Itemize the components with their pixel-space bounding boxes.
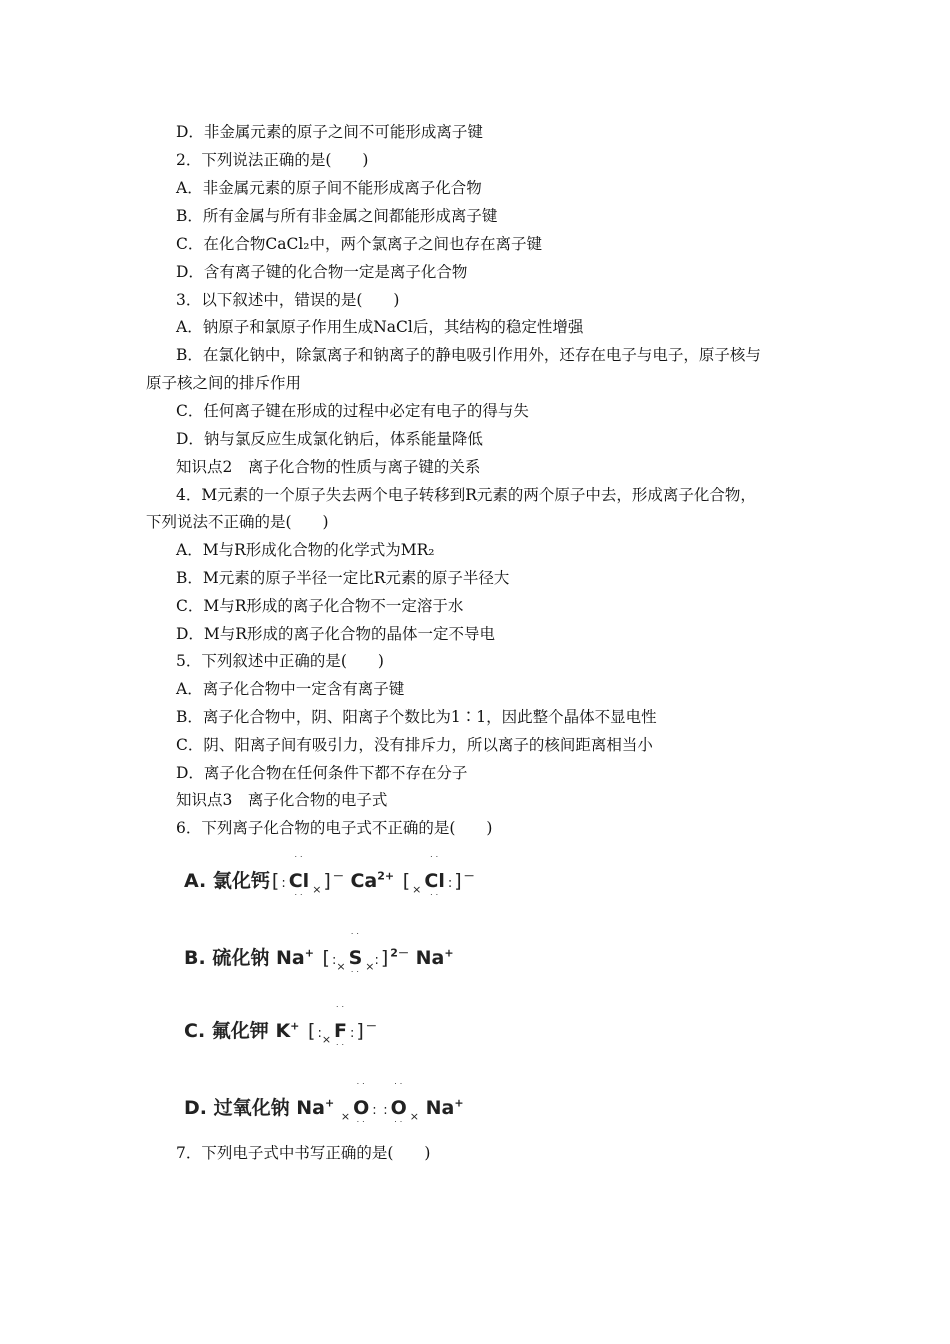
sulfur-symbol: S [348, 947, 363, 969]
compound-name: 氟化钾 [211, 1020, 269, 1042]
charge: 2+ [377, 869, 395, 883]
charge: + [454, 1096, 464, 1110]
charge: + [290, 1019, 300, 1033]
text-line: D．含有离子键的化合物一定是离子化合物 [176, 263, 468, 281]
text-line: 4．M元素的一个原子失去两个电子转移到R元素的两个原子中去，形成离子化合物， [176, 486, 756, 504]
charge: － [365, 1019, 377, 1033]
sodium-symbol: Na [275, 947, 305, 969]
text-line: 知识点2 离子化合物的性质与离子键的关系 [176, 458, 481, 476]
text-line: A．离子化合物中一定含有离子键 [176, 680, 405, 698]
potassium-symbol: K [275, 1020, 291, 1042]
charge: 2－ [390, 946, 409, 960]
sodium-symbol: Na [296, 1097, 325, 1119]
charge: － [463, 869, 475, 883]
chlorine-symbol: Cl [424, 870, 445, 892]
compound-name: 过氧化钠 [213, 1097, 290, 1119]
text-line: A．M与R形成化合物的化学式为MR₂ [176, 541, 435, 559]
text-line: 知识点3 离子化合物的电子式 [176, 791, 388, 809]
text-line: D．非金属元素的原子之间不可能形成离子键 [176, 123, 483, 141]
text-line: 下列说法不正确的是( ) [146, 513, 329, 531]
charge: + [304, 946, 314, 960]
charge: + [325, 1096, 335, 1110]
chlorine-symbol: Cl [288, 870, 310, 892]
text-line: 2．下列说法正确的是( ) [176, 151, 369, 169]
text-line: B．在氯化钠中，除氯离子和钠离子的静电吸引作用外，还存在电子与电子，原子核与 [176, 346, 761, 364]
text-line: C．任何离子键在形成的过程中必定有电子的得与失 [176, 402, 529, 420]
fluorine-symbol: F [334, 1020, 348, 1042]
option-label: B. [184, 947, 206, 969]
compound-name: 氯化钙 [212, 870, 270, 892]
formula-d-sodium-peroxide: D. 过氧化钠 Na+ $_\times$ ˙˙ O ˙˙ : : ˙˙ O ˙˙ $_\times$ Na+ [184, 1083, 464, 1131]
text-line: 3．以下叙述中，错误的是( ) [176, 291, 400, 309]
text-line: 原子核之间的排斥作用 [146, 374, 302, 392]
calcium-symbol: Ca [350, 870, 378, 892]
text-line: B．M元素的原子半径一定比R元素的原子半径大 [176, 569, 510, 587]
text-line: C．在化合物CaCl₂中，两个氯离子之间也存在离子键 [176, 235, 542, 253]
text-line: A．非金属元素的原子间不能形成离子化合物 [176, 179, 482, 197]
charge: － [332, 869, 344, 883]
text-line: D．钠与氯反应生成氯化钠后，体系能量降低 [176, 430, 483, 448]
formula-c-potassium-fluoride: C. 氟化钾 K+ [ $:_\times$ ˙˙ F ˙˙ : ] － [184, 1006, 377, 1054]
text-line: B．离子化合物中，阴、阳离子个数比为1∶1，因此整个晶体不显电性 [176, 708, 657, 726]
sodium-symbol: Na [425, 1097, 455, 1119]
text-line: C．M与R形成的离子化合物不一定溶于水 [176, 597, 464, 615]
compound-name: 硫化钠 [212, 947, 270, 969]
oxygen-symbol: O [353, 1097, 370, 1119]
charge: + [444, 946, 454, 960]
text-line: C．阴、阳离子间有吸引力，没有排斥力，所以离子的核间距离相当小 [176, 736, 653, 754]
text-line: 6．下列离子化合物的电子式不正确的是( ) [176, 819, 493, 837]
formula-a-calcium-chloride: A. 氯化钙 [ : ˙˙ Cl ˙˙ $_\times$ ] － $Ca^{2+}$ [ $_\times$ ˙˙ Cl ˙˙ : ] － [184, 856, 475, 904]
option-label: D. [184, 1097, 207, 1119]
text-line: A．钠原子和氯原子作用生成NaCl后，其结构的稳定性增强 [176, 318, 584, 336]
text-line: D．M与R形成的离子化合物的晶体一定不导电 [176, 625, 495, 643]
formula-b-sodium-sulfide: B. 硫化钠 Na+ [ $:_\times$ ˙˙ S ˙˙ $_\times$: ] $^{2-}$ Na+ [184, 933, 454, 981]
text-line: D．离子化合物在任何条件下都不存在分子 [176, 764, 468, 782]
option-label: C. [184, 1020, 206, 1042]
oxygen-symbol: O [390, 1097, 407, 1119]
text-line: B．所有金属与所有非金属之间都能形成离子键 [176, 207, 498, 225]
sodium-symbol: Na [415, 947, 445, 969]
option-label: A. [184, 870, 207, 892]
text-line: 7．下列电子式中书写正确的是( ) [176, 1144, 431, 1162]
text-line: 5．下列叙述中正确的是( ) [176, 652, 384, 670]
